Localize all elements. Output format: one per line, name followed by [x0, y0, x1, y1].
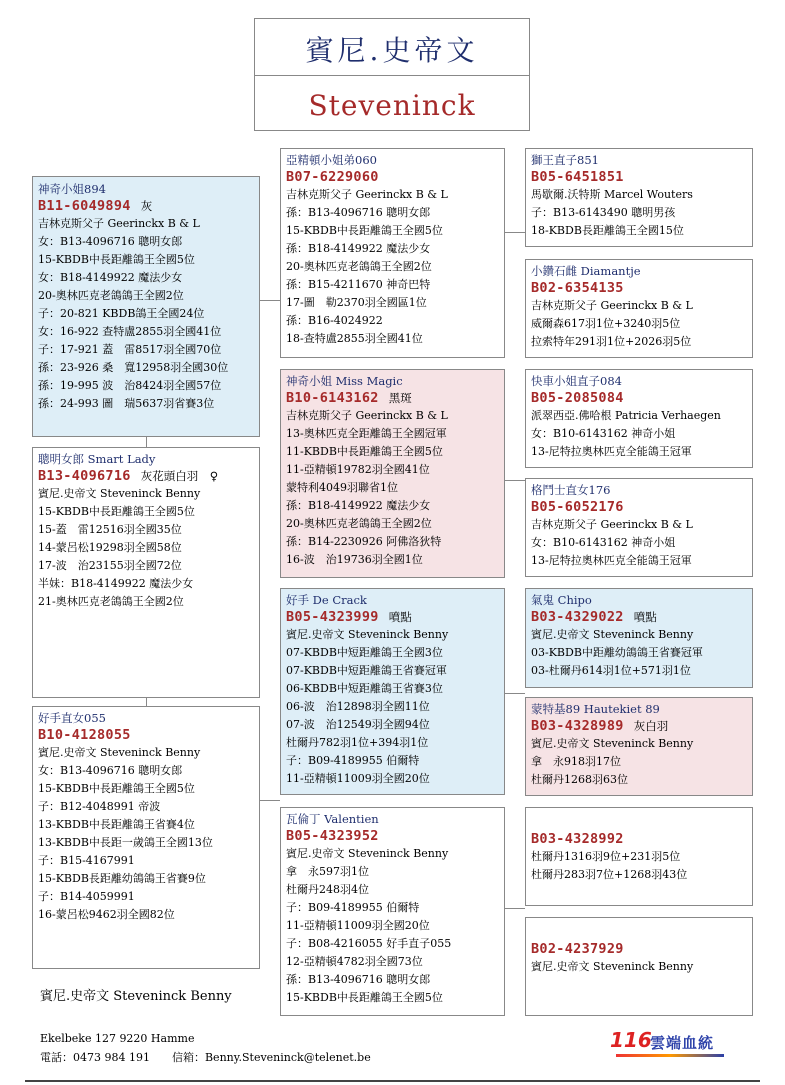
pedigree-line: 吉林克斯父子 Geerinckx B & L: [286, 188, 448, 201]
pedigree-line: 子：B13-6143490 聰明男孩: [531, 206, 676, 219]
connector: [260, 300, 280, 301]
pigeon-name: 快車小姐直子084: [531, 374, 622, 388]
pigeon-name: 小鑽石雌 Diamantje: [531, 264, 641, 278]
pedigree-line: 孫：B16-4024922: [286, 314, 383, 327]
pedigree-line: 11-亞精頓11009羽全國20位: [286, 772, 430, 785]
pedigree-line: 威爾森617羽1位+3240羽5位: [531, 317, 681, 330]
pedigree-line: 03-KBDB中距離幼鴿鴿王省賽冠軍: [531, 646, 703, 659]
color-note: 噴點: [388, 610, 412, 624]
pigeon-name: 格鬥士直女176: [531, 483, 611, 497]
ring-number-text: B07-6229060: [286, 169, 379, 185]
pedigree-line: 18-查特盧2855羽全國41位: [286, 332, 423, 345]
pedigree-box-dss: [525, 588, 753, 688]
pedigree-line: 派翠西亞.佛哈根 Patricia Verhaegen: [531, 409, 721, 422]
pedigree-box-half-sibling: [32, 706, 260, 969]
pigeon-name: 亞精頓小姐弟060: [286, 153, 377, 167]
ring-number-text: B05-6451851: [531, 169, 624, 185]
pedigree-line: 孫：B14-2230926 阿佛洛狄特: [286, 535, 442, 548]
pigeon-name: 獅王直子851: [531, 153, 599, 167]
pedigree-line: 13-奧林匹克全距離鴿王全國冠軍: [286, 427, 447, 440]
pedigree-line: 子：17-921 蓋 雷8517羽全國70位: [38, 343, 222, 356]
pedigree-line: 15-KBDB中長距離鴿王全國5位: [38, 505, 195, 518]
connector: [260, 800, 280, 801]
pedigree-line: 賓尼.史帝文 Steveninck Benny: [38, 487, 201, 500]
pedigree-line: 17-波 治23155羽全國72位: [38, 559, 182, 572]
color-note: 黑斑: [388, 391, 412, 405]
pedigree-line: 女：B18-4149922 魔法少女: [38, 271, 183, 284]
pedigree-line: 吉林克斯父子 Geerinckx B & L: [531, 518, 693, 531]
ring-number: [38, 467, 255, 485]
ring-number: [531, 608, 748, 626]
ring-number: [286, 168, 500, 186]
pedigree-line: 13-KBDB中長距離鴿王省賽4位: [38, 818, 195, 831]
pedigree-line: 賓尼.史帝文 Steveninck Benny: [531, 737, 694, 750]
pedigree-line: 孫：19-995 波 治8424羽全國57位: [38, 379, 222, 392]
logo-underline: [616, 1054, 724, 1057]
pedigree-line: 16-波 治19736羽全國1位: [286, 553, 423, 566]
pedigree-box-sire: [32, 176, 260, 437]
connector: [505, 908, 525, 909]
ring-number: [531, 940, 748, 958]
pedigree-line: 杜爾丹283羽7位+1268羽43位: [531, 868, 688, 881]
pedigree-box-dam-dam: [280, 807, 505, 1016]
pedigree-line: 子：B15-4167991: [38, 854, 135, 867]
pedigree-line: 拿 永597羽1位: [286, 865, 369, 878]
title-english: Steveninck: [308, 89, 476, 122]
pedigree-line: 15-KBDB中長距離鴿王全國5位: [38, 253, 195, 266]
pedigree-line: 子：B14-4059991: [38, 890, 135, 903]
ring-number: [531, 498, 748, 516]
logo-number: 116: [610, 1028, 652, 1052]
color-note: 噴點: [633, 610, 657, 624]
pedigree-line: 女：B10-6143162 神奇小姐: [531, 536, 676, 549]
pedigree-line: 杜爾丹1268羽63位: [531, 773, 628, 786]
pedigree-line: 18-KBDB長距離鴿王全國15位: [531, 224, 684, 237]
color-note: 灰: [140, 199, 153, 213]
pedigree-line: 馬歇爾.沃特斯 Marcel Wouters: [531, 188, 693, 201]
pedigree-line: 孫：B13-4096716 聰明女郎: [286, 206, 431, 219]
pigeon-name: 神奇小姐894: [38, 182, 106, 196]
ring-number: [531, 279, 748, 297]
color-note: 灰花頭白羽 ♀: [140, 469, 219, 483]
address: Ekelbeke 127 9220 Hamme: [40, 1032, 195, 1045]
connector: [505, 693, 525, 694]
pedigree-box-sds: [525, 369, 753, 468]
pedigree-line: 06-波 治12898羽全國11位: [286, 700, 430, 713]
title-divider: [255, 75, 529, 76]
pedigree-line: 子：B09-4189955 伯爾特: [286, 901, 420, 914]
ring-number-text: B13-4096716: [38, 468, 131, 484]
pedigree-title-box: [254, 18, 530, 131]
pedigree-line: 女：B13-4096716 聰明女郎: [38, 764, 183, 777]
title-chinese: 賓尼.史帝文: [305, 34, 479, 67]
ring-number: [531, 717, 748, 735]
pedigree-box-sire-sire: [280, 148, 505, 358]
pedigree-line: 20-奧林匹克老鴿鴿王全國2位: [38, 289, 184, 302]
pigeon-name: 氣鬼 Chipo: [531, 593, 592, 607]
pedigree-line: 06-KBDB中短距離鴿王省賽3位: [286, 682, 443, 695]
pedigree-line: 女：B13-4096716 聰明女郎: [38, 235, 183, 248]
pedigree-line: 15-KBDB長距離幼鴿鴿王省賽9位: [38, 872, 206, 885]
ring-number-text: B10-6143162: [286, 390, 379, 406]
ring-number: [286, 827, 500, 845]
pedigree-line: 孫：23-926 桑 寬12958羽全國30位: [38, 361, 229, 374]
pedigree-line: 孫：24-993 圖 瑞5637羽省賽3位: [38, 397, 215, 410]
pedigree-line: 賓尼.史帝文 Steveninck Benny: [531, 960, 694, 973]
ring-number-text: B11-6049894: [38, 198, 131, 214]
bottom-divider: [25, 1080, 760, 1082]
pedigree-line: 17-圖 勒2370羽全國區1位: [286, 296, 427, 309]
pedigree-box-dam: [32, 447, 260, 698]
ring-number: [531, 389, 748, 407]
pedigree-line: 14-蒙呂松19298羽全國58位: [38, 541, 182, 554]
pedigree-line: 子：B08-4216055 好手直子055: [286, 937, 452, 950]
ring-number: [38, 197, 255, 215]
pedigree-box-sire-dam: [280, 369, 505, 578]
pedigree-line: 15-KBDB中長距離鴿王全國5位: [286, 224, 443, 237]
pedigree-box-dsd: [525, 697, 753, 796]
pigeon-name: 好手直女055: [38, 711, 106, 725]
connector: [146, 698, 147, 706]
pedigree-line: 07-波 治12549羽全國94位: [286, 718, 430, 731]
ring-number-text: B03-4328992: [531, 831, 624, 847]
pigeon-name: 好手 De Crack: [286, 593, 367, 607]
pedigree-line: 女：16-922 查特盧2855羽全國41位: [38, 325, 222, 338]
pedigree-line: 07-KBDB中短距離鴿王全國3位: [286, 646, 443, 659]
pedigree-line: 吉林克斯父子 Geerinckx B & L: [286, 409, 448, 422]
pedigree-line: 蒙特利4049羽聯省1位: [286, 481, 398, 494]
pedigree-line: 03-杜爾丹614羽1位+571羽1位: [531, 664, 691, 677]
ring-number-text: B02-4237929: [531, 941, 624, 957]
pedigree-line: 07-KBDB中短距離鴿王省賽冠軍: [286, 664, 447, 677]
pedigree-line: 孫：B13-4096716 聰明女郎: [286, 973, 431, 986]
pedigree-line: 16-蒙呂松9462羽全國82位: [38, 908, 175, 921]
pedigree-line: 15-蓋 雷12516羽全國35位: [38, 523, 182, 536]
pigeon-name: 蒙特基89 Hautekiet 89: [531, 702, 660, 716]
connector: [505, 480, 525, 481]
pedigree-line: 吉林克斯父子 Geerinckx B & L: [531, 299, 693, 312]
ring-number: [38, 726, 255, 744]
pigeon-name: 聰明女郎 Smart Lady: [38, 452, 156, 466]
ring-number: [286, 389, 500, 407]
pedigree-line: 杜爾丹782羽1位+394羽1位: [286, 736, 429, 749]
pedigree-line: 拉索特年291羽1位+2026羽5位: [531, 335, 692, 348]
ring-number-text: B05-4323999: [286, 609, 379, 625]
pigeon-name: 瓦倫丁 Valentien: [286, 812, 379, 826]
pedigree-box-sdd: [525, 478, 753, 577]
connector: [146, 437, 147, 447]
ring-number-text: B02-6354135: [531, 280, 624, 296]
pedigree-line: 子：B09-4189955 伯爾特: [286, 754, 420, 767]
pedigree-line: 賓尼.史帝文 Steveninck Benny: [286, 847, 449, 860]
pigeon-name: 神奇小姐 Miss Magic: [286, 374, 403, 388]
pedigree-box-dam-sire: [280, 588, 505, 795]
pedigree-box-sss: [525, 148, 753, 247]
pedigree-box-ssd: [525, 259, 753, 358]
color-note: 灰白羽: [633, 719, 669, 733]
pedigree-line: 杜爾丹1316羽9位+231羽5位: [531, 850, 681, 863]
pedigree-line: 子：B12-4048991 帝波: [38, 800, 161, 813]
logo-text: 雲端血統: [650, 1034, 715, 1052]
pedigree-line: 20-奧林匹克老鴿鴿王全國2位: [286, 517, 432, 530]
ring-number: [531, 168, 748, 186]
brand-logo: [610, 1028, 730, 1062]
pedigree-box-dds: [525, 807, 753, 906]
ring-number-text: B05-6052176: [531, 499, 624, 515]
pedigree-line: 孫：B15-4211670 神奇巴特: [286, 278, 431, 291]
pedigree-line: 賓尼.史帝文 Steveninck Benny: [38, 746, 201, 759]
pedigree-line: 13-尼特拉奧林匹克全能鴿王冠軍: [531, 554, 692, 567]
ring-number: [531, 830, 748, 848]
ring-number-text: B03-4329022: [531, 609, 624, 625]
ring-number-text: B05-4323952: [286, 828, 379, 844]
connector: [505, 232, 525, 233]
pedigree-line: 11-KBDB中長距離鴿王全國5位: [286, 445, 443, 458]
ring-number-text: B05-2085084: [531, 390, 624, 406]
pedigree-line: 11-亞精頓19782羽全國41位: [286, 463, 430, 476]
pedigree-line: 賓尼.史帝文 Steveninck Benny: [531, 628, 694, 641]
ring-number-text: B03-4328989: [531, 718, 624, 734]
pedigree-line: 拿 永918羽17位: [531, 755, 621, 768]
pedigree-line: 孫：B18-4149922 魔法少女: [286, 499, 431, 512]
pedigree-line: 15-KBDB中長距離鴿王全國5位: [286, 991, 443, 1004]
ring-number-text: B10-4128055: [38, 727, 131, 743]
pedigree-line: 孫：B18-4149922 魔法少女: [286, 242, 431, 255]
pedigree-line: 20-奧林匹克老鴿鴿王全國2位: [286, 260, 432, 273]
pedigree-line: 吉林克斯父子 Geerinckx B & L: [38, 217, 200, 230]
pedigree-line: 13-尼特拉奧林匹克全能鴿王冠軍: [531, 445, 692, 458]
pedigree-line: 女：B10-6143162 神奇小姐: [531, 427, 676, 440]
pedigree-line: 賓尼.史帝文 Steveninck Benny: [286, 628, 449, 641]
pedigree-line: 21-奧林匹克老鴿鴿王全國2位: [38, 595, 184, 608]
pedigree-line: 12-亞精頓4782羽全國73位: [286, 955, 423, 968]
pedigree-line: 11-亞精頓11009羽全國20位: [286, 919, 430, 932]
pedigree-line: 15-KBDB中長距離鴿王全國5位: [38, 782, 195, 795]
pedigree-box-ddd: [525, 917, 753, 1016]
pedigree-line: 子：20-821 KBDB鴿王全國24位: [38, 307, 205, 320]
pedigree-line: 13-KBDB中長距一歲鴿王全國13位: [38, 836, 213, 849]
pedigree-line: 半妹：B18-4149922 魔法少女: [38, 577, 194, 590]
ring-number: [286, 608, 500, 626]
owner-name: 賓尼.史帝文 Steveninck Benny: [40, 989, 232, 1004]
pedigree-line: 杜爾丹248羽4位: [286, 883, 369, 896]
phone-email: 電話：0473 984 191 信箱：Benny.Steveninck@telenet.be: [40, 1051, 371, 1064]
